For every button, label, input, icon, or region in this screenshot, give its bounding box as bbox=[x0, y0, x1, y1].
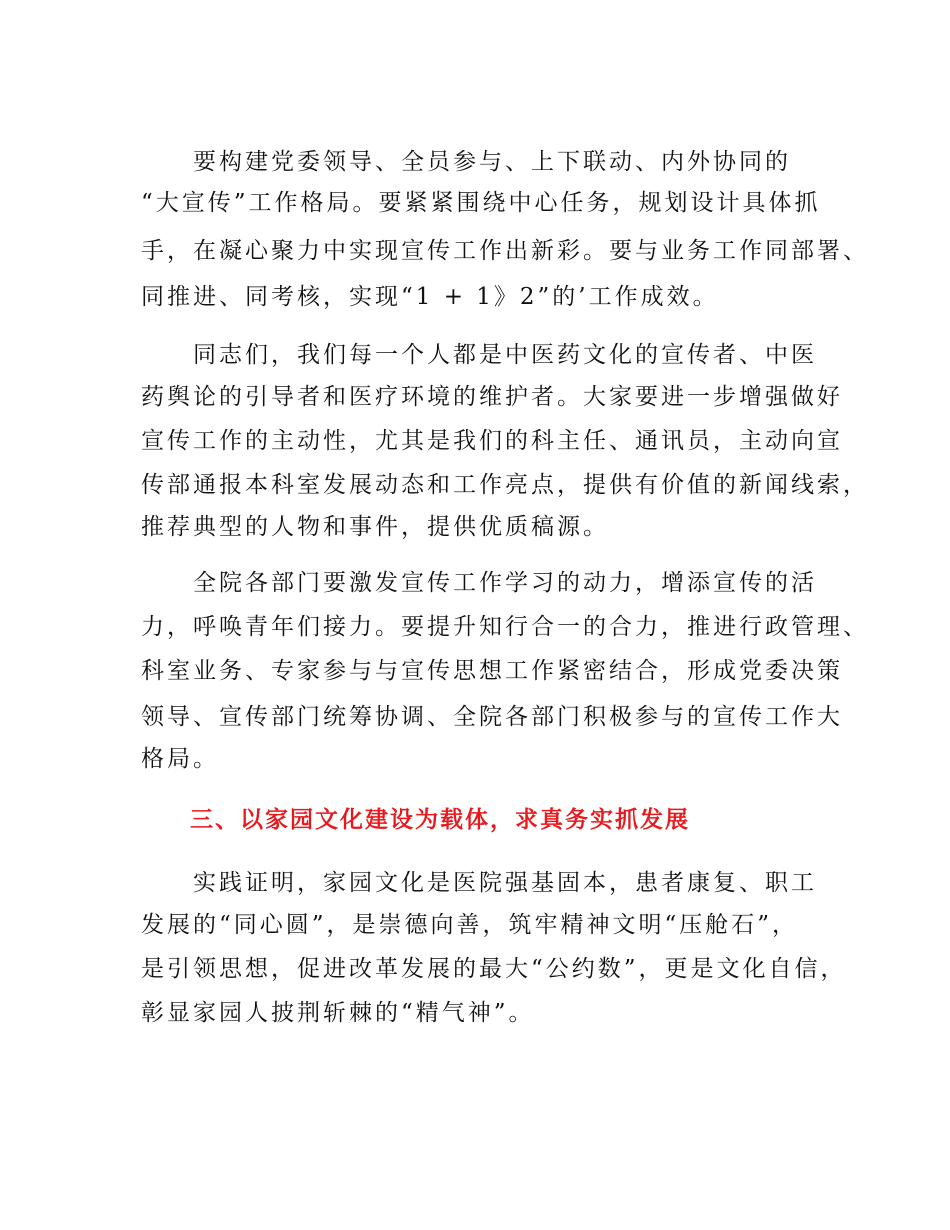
text-line: 发展的“同心圆”，是崇德向善，筑牢精神文明“压舱石”， bbox=[141, 912, 799, 938]
text-line: 手，在凝心聚力中实现宣传工作出新彩。要与业务工作同部署、 bbox=[141, 238, 869, 264]
text-line: 力，呼唤青年们接力。要提升知行合一的合力，推进行政管理、 bbox=[141, 614, 869, 640]
text-line: 彰显家园人披荆斩棘的“精气神”。 bbox=[141, 1000, 535, 1026]
text-line: 全院各部门要激发宣传工作学习的动力，增添宣传的活 bbox=[193, 570, 817, 596]
text-line: 药舆论的引导者和医疗环境的维护者。大家要进一步增强做好 bbox=[141, 384, 843, 410]
text-line: 是引领思想，促进改革发展的最大“公约数”，更是文化自信， bbox=[141, 956, 847, 982]
text-line: 推荐典型的人物和事件，提供优质稿源。 bbox=[141, 514, 609, 540]
text-line: 实践证明，家园文化是医院强基固本，患者康复、职工 bbox=[193, 870, 817, 896]
text-line: “大宣传”工作格局。要紧紧围绕中心任务，规划设计具体抓 bbox=[141, 190, 821, 216]
text-line: 宣传工作的主动性，尤其是我们的科主任、通讯员，主动向宣 bbox=[141, 428, 843, 454]
text-line: 同推进、同考核，实现“1 + 1》2”的’工作成效。 bbox=[141, 284, 719, 310]
text-line: 同志们，我们每一个人都是中医药文化的宣传者、中医 bbox=[193, 342, 817, 368]
text-line: 科室业务、专家参与与宣传思想工作紧密结合，形成党委决策 bbox=[141, 658, 843, 684]
text-line: 格局。 bbox=[141, 746, 219, 772]
section-heading: 三、以家园文化建设为载体，求真务实抓发展 bbox=[190, 806, 690, 833]
text-line: 传部通报本科室发展动态和工作亮点，提供有价值的新闻线索， bbox=[141, 472, 869, 498]
text-line: 领导、宣传部门统筹协调、全院各部门积极参与的宣传工作大 bbox=[141, 704, 843, 730]
text-line: 要构建党委领导、全员参与、上下联动、内外协同的 bbox=[193, 149, 791, 175]
